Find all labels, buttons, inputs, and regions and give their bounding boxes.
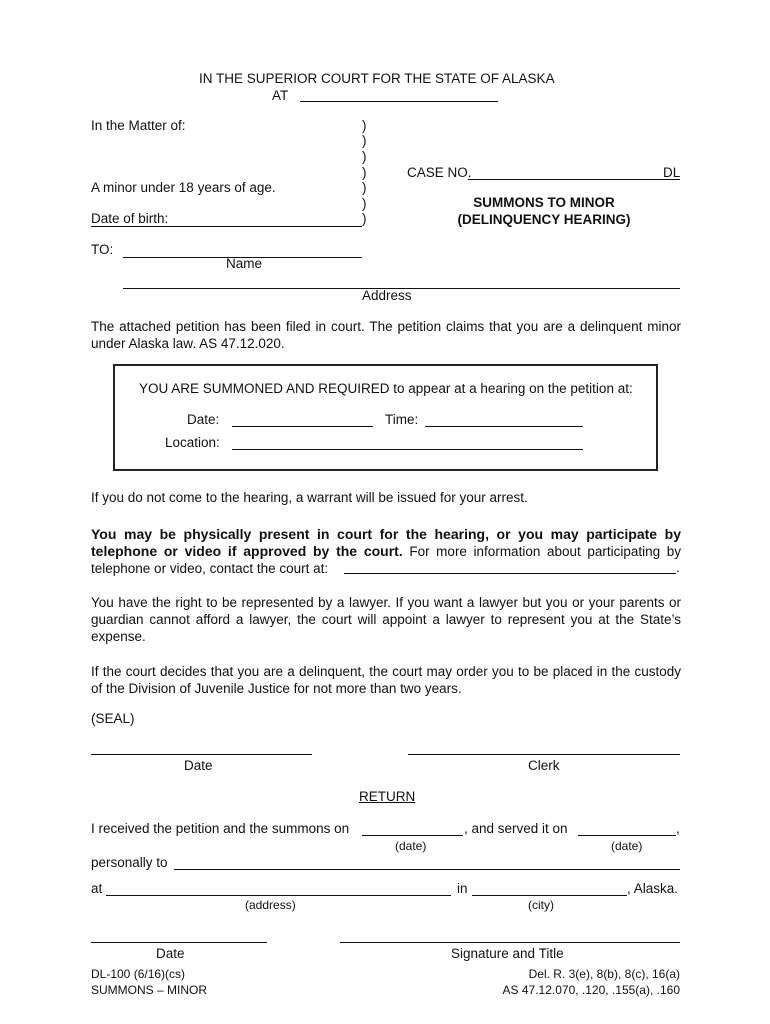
personally-label: personally to	[91, 855, 168, 870]
in-label: in	[457, 881, 468, 896]
served-text: , and served it on	[464, 821, 568, 836]
received-text: I received the petition and the summons on	[91, 821, 350, 836]
dob-line[interactable]	[91, 226, 362, 227]
service-address-line[interactable]	[106, 895, 451, 896]
caption-paren: )	[362, 149, 367, 164]
matter-label: In the Matter of:	[91, 118, 186, 133]
petition-paragraph: The attached petition has been filed in court. The petition claims that you are a delinquent minor under Alaska law. AS 47.12.020.	[91, 319, 681, 351]
caption-paren: )	[362, 196, 367, 211]
hearing-time-line[interactable]	[425, 426, 583, 427]
signature-title-caption: Signature and Title	[451, 946, 564, 961]
return-date-line[interactable]	[91, 942, 267, 943]
served-date-line[interactable]	[578, 835, 676, 836]
warrant-notice: If you do not come to the hearing, a warrant will be issued for your arrest.	[91, 490, 528, 505]
received-date-line[interactable]	[362, 835, 463, 836]
hearing-time-label: Time:	[385, 412, 419, 427]
hearing-location-line[interactable]	[232, 449, 583, 450]
court-contact-line[interactable]	[344, 573, 676, 574]
participation-text: For more information about participating by telephone or video, contact the court at:	[91, 544, 681, 576]
at-label: at	[91, 881, 103, 896]
court-location-label: AT	[272, 88, 289, 103]
received-date-caption: (date)	[395, 839, 427, 853]
return-signature-line[interactable]	[340, 942, 680, 943]
lawyer-paragraph: You have the right to be represented by a lawyer. If you want a lawyer but you or your parents or guardian cannot afford a lawyer, the court will appoint a lawyer to represent you at the State’s expense.	[91, 595, 681, 644]
case-no-line[interactable]	[468, 179, 680, 180]
hearing-box-heading: YOU ARE SUMMONED AND REQUIRED to appear at a hearing on the petition at:	[139, 381, 633, 396]
caption-paren: )	[362, 133, 367, 148]
clerk-signature-line[interactable]	[408, 754, 680, 755]
seal-label: (SEAL)	[91, 711, 135, 726]
participation-bold: You may be physically present in court for the hearing, or you may participate by telephone or video if approved by the court.	[91, 526, 681, 559]
return-heading: RETURN	[359, 789, 416, 804]
clerk-caption: Clerk	[528, 758, 560, 773]
issue-date-caption: Date	[184, 758, 213, 773]
form-name: SUMMONS – MINOR	[91, 983, 208, 997]
case-no-label: CASE NO.	[407, 165, 472, 180]
caption-paren: )	[362, 118, 367, 133]
court-rules: Del. R. 3(e), 8(b), 8(c), 16(a)	[528, 967, 680, 981]
participation-end: .	[676, 560, 680, 575]
city-caption: (city)	[528, 898, 554, 912]
caption-paren: )	[362, 165, 367, 180]
custody-paragraph: If the court decides that you are a delinquent, the court may order you to be placed in the custody of the Division of Juvenile Justice for not more than two years.	[91, 664, 681, 696]
return-date-caption: Date	[156, 946, 185, 961]
case-suffix: DL	[663, 165, 681, 180]
caption-paren: )	[362, 211, 367, 226]
hearing-date-line[interactable]	[232, 426, 373, 427]
caption-paren: )	[362, 180, 367, 195]
form-id: DL-100 (6/16)(cs)	[91, 967, 186, 981]
minor-label: A minor under 18 years of age.	[91, 180, 276, 195]
served-date-caption: (date)	[611, 839, 643, 853]
address-caption: Address	[362, 288, 412, 303]
document-subtitle: (DELINQUENCY HEARING)	[457, 212, 631, 227]
served-comma: ,	[676, 821, 680, 836]
court-location-line[interactable]	[300, 101, 498, 102]
alaska-label: , Alaska.	[627, 881, 679, 896]
dob-label: Date of birth:	[91, 211, 169, 226]
issue-date-line[interactable]	[91, 754, 312, 755]
document-title: SUMMONS TO MINOR	[473, 195, 615, 210]
personally-line[interactable]	[174, 869, 680, 870]
address-caption-small: (address)	[245, 898, 296, 912]
court-heading: IN THE SUPERIOR COURT FOR THE STATE OF ALASKA	[199, 71, 555, 86]
name-caption: Name	[226, 256, 263, 271]
hearing-location-label: Location:	[165, 435, 220, 450]
to-label: TO:	[91, 242, 114, 257]
hearing-date-label: Date:	[187, 412, 220, 427]
participation-paragraph	[91, 526, 681, 577]
statute-citations: AS 47.12.070, .120, .155(a), .160	[502, 983, 680, 997]
service-city-line[interactable]	[472, 895, 627, 896]
